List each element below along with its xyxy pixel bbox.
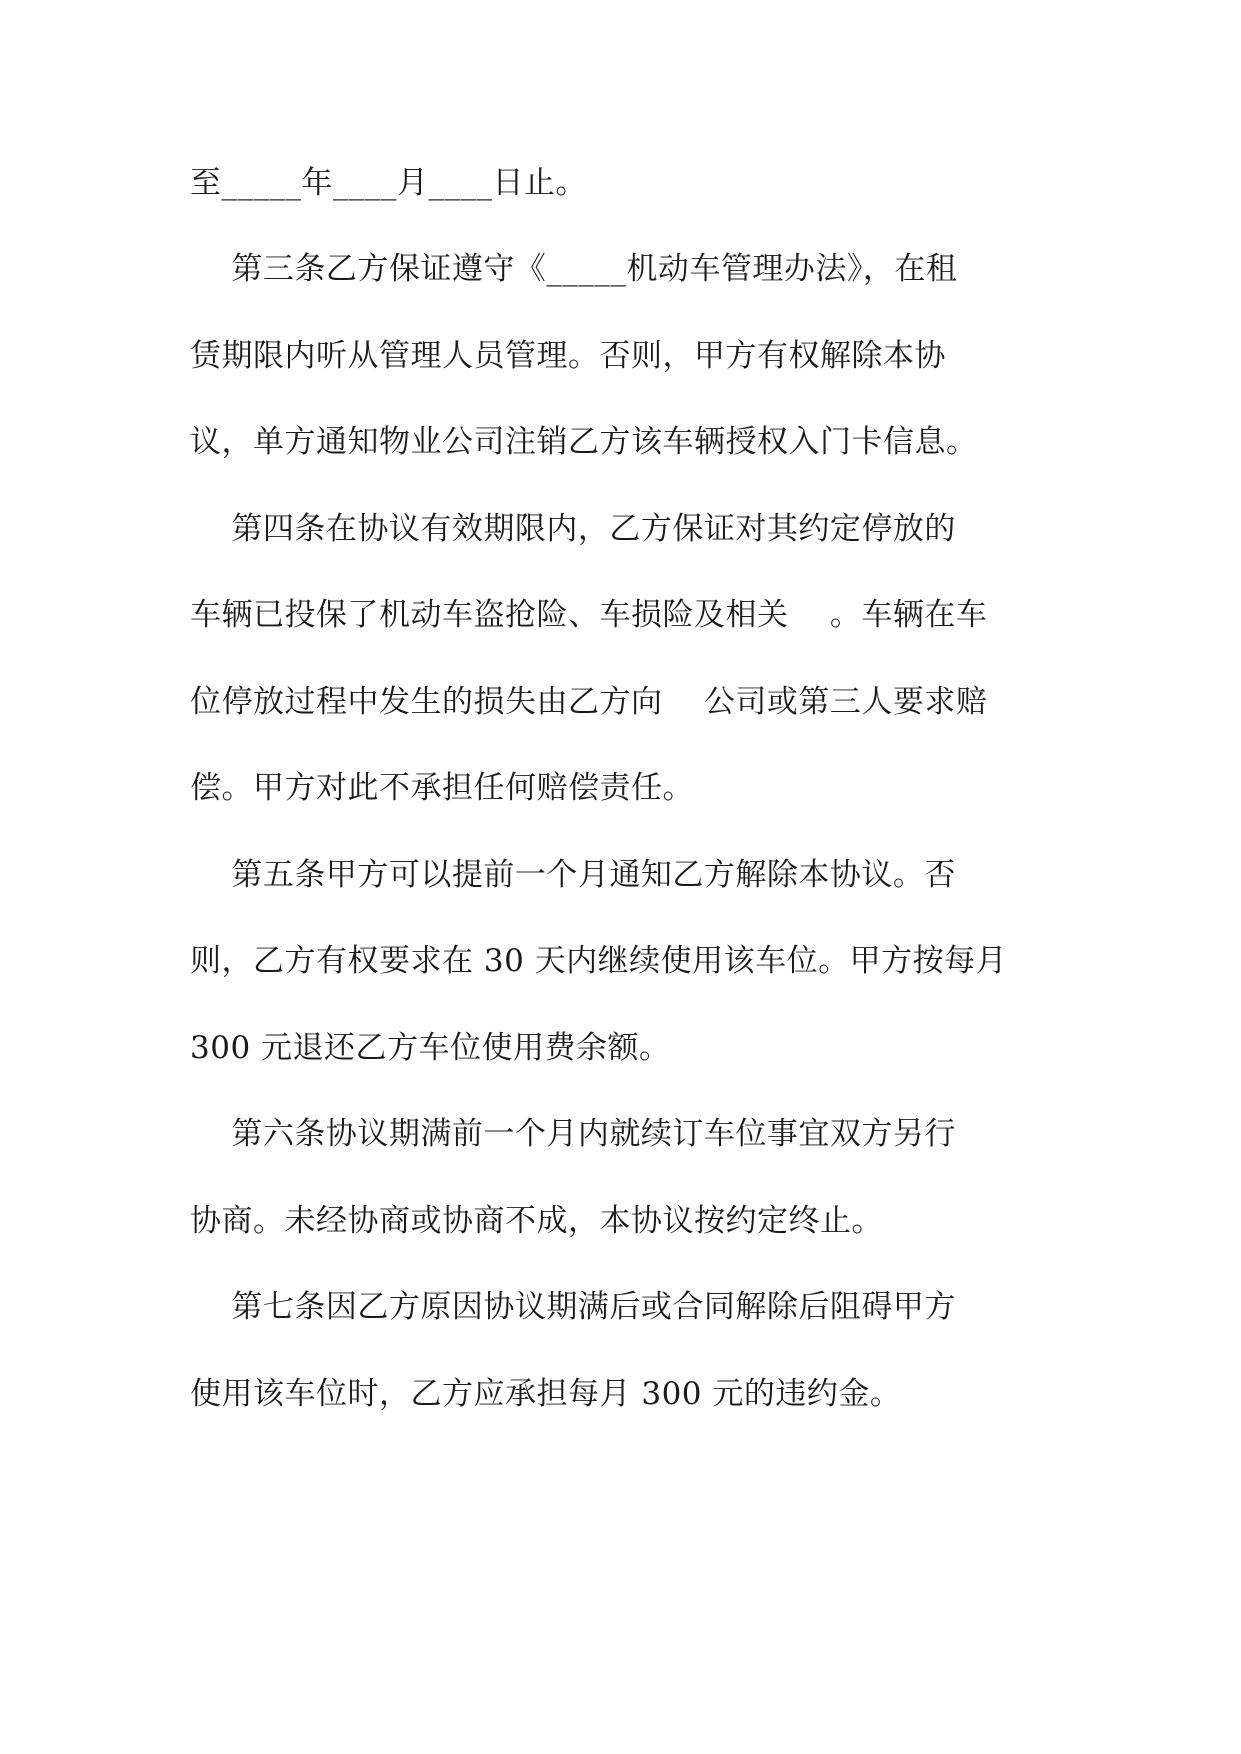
text-line: 第四条在协议有效期限内，乙方保证对其约定停放的 bbox=[190, 511, 956, 547]
text-line: 则，乙方有权要求在 30 天内继续使用该车位。甲方按每月 bbox=[190, 943, 1008, 979]
text-line: 第七条因乙方原因协议期满后或合同解除后阻碍甲方 bbox=[190, 1289, 956, 1325]
text-line: 位停放过程中发生的损失由乙方向 公司或第三人要求赔 bbox=[190, 684, 988, 720]
text-line: 第三条乙方保证遵守《_____机动车管理办法》，在租 bbox=[190, 251, 958, 287]
text-line: 300 元退还乙方车位使用费余额。 bbox=[190, 1030, 671, 1066]
text-line: 协商。未经协商或协商不成，本协议按约定终止。 bbox=[190, 1203, 883, 1239]
text-line: 车辆已投保了机动车盗抢险、车损险及相关 。车辆在车 bbox=[190, 597, 988, 633]
text-line: 议，单方通知物业公司注销乙方该车辆授权入门卡信息。 bbox=[190, 424, 978, 460]
text-line: 至_____年____月____日止。 bbox=[190, 165, 587, 201]
text-line: 第六条协议期满前一个月内就续订车位事宜双方另行 bbox=[190, 1116, 956, 1152]
text-line: 使用该车位时，乙方应承担每月 300 元的违约金。 bbox=[190, 1376, 902, 1412]
text-line: 偿。甲方对此不承担任何赔偿责任。 bbox=[190, 770, 694, 806]
text-line: 第五条甲方可以提前一个月通知乙方解除本协议。否 bbox=[190, 857, 956, 893]
text-line: 赁期限内听从管理人员管理。否则，甲方有权解除本协 bbox=[190, 338, 946, 374]
